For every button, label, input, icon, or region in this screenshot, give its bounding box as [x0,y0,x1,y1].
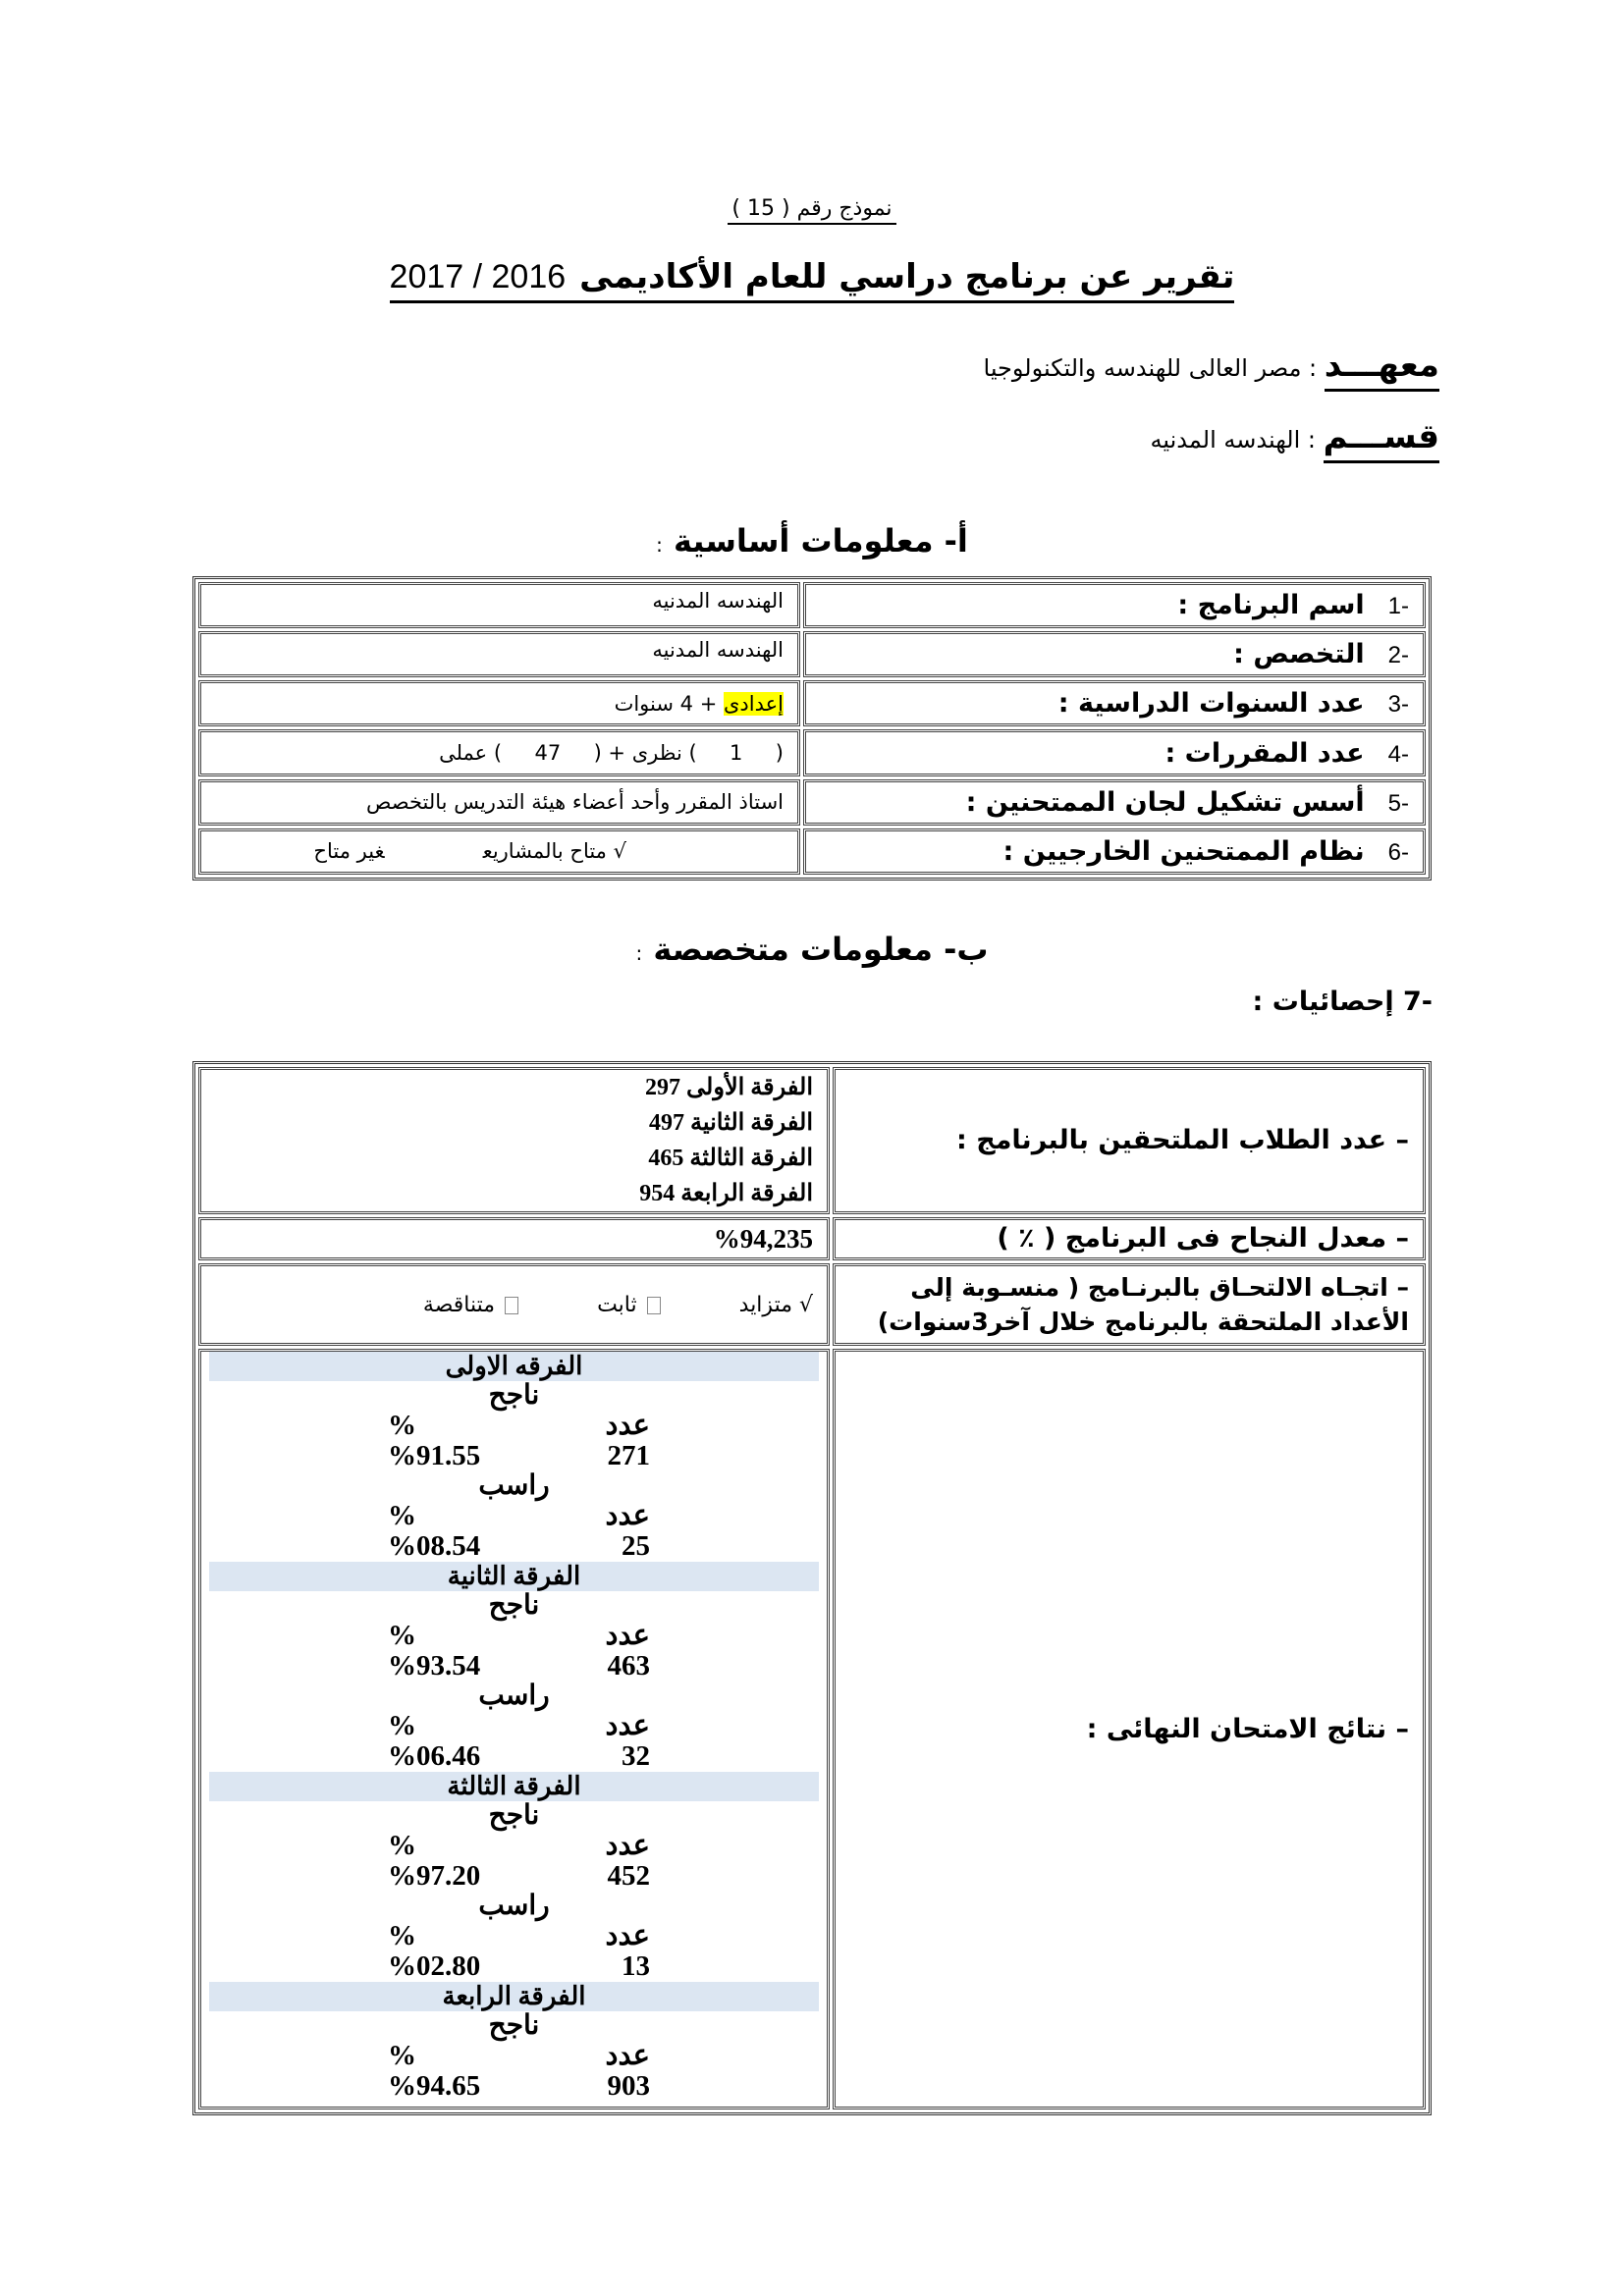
pass-rate-value: %94,235 [198,1217,830,1260]
table-row [198,779,1426,826]
institute-value: : مصر العالى للهندسه والتكنولوجيا [983,354,1318,382]
result-line [201,2041,827,2071]
fail-word: راسب [478,1681,550,1711]
result-line [201,1711,827,1741]
pass-pct: %97.20 [388,1860,481,1892]
pass-pct: %94.65 [388,2070,481,2102]
results-year-1 [201,1352,827,1562]
table-row [198,828,1426,875]
result-line [201,1651,827,1682]
num: -1 [1387,593,1409,620]
results-year-4 [201,1982,827,2102]
institute-key: معهـــد [1325,346,1439,392]
value-cell: استاذ المقرر وأحد أعضاء هيئة التدريس بالتخصص [198,779,800,826]
fail-pct: %06.46 [388,1740,481,1772]
value-cell [198,680,800,726]
checkbox-icon [505,1297,518,1314]
label: عدد المقررات : [1164,737,1365,769]
value-cell: الهندسه المدنيه [198,582,800,628]
label-cell [803,680,1426,726]
results-year-3 [201,1772,827,1982]
label: أسس تشكيل لجان الممتحنين : [965,786,1365,818]
label: التخصص : [1233,639,1365,670]
result-line [201,1951,827,1982]
department-value: : الهندسه المدنيه [1150,426,1316,454]
result-line [201,1441,827,1471]
fail-pct: %02.80 [388,1950,481,1982]
academic-years: 2017 / 2016 [389,258,567,295]
results-col-pct: % [388,1830,416,1861]
fail-count: 32 [622,1740,650,1772]
pass-word: ناجح [488,1380,540,1411]
pass-word: ناجح [488,2010,540,2041]
value2: غير متاح [313,839,385,864]
num: -3 [1387,691,1409,719]
pass-word: ناجح [488,1590,540,1621]
table-row [198,582,1426,628]
colon: : [656,533,663,557]
count: 465 [648,1146,684,1171]
table-row [198,1349,1426,2109]
results-col-count: عدد [605,2040,650,2071]
results-col-count: عدد [605,1410,650,1441]
result-line [201,1831,827,1861]
results-col-count: عدد [605,1830,650,1861]
fail-count: 13 [622,1950,650,1982]
results-label: – نتائج الامتحان النهائى : [833,1349,1426,2109]
year: الفرقة الثانية [689,1110,813,1136]
results-year-2 [201,1562,827,1772]
heading: ب- معلومات متخصصة [653,931,989,968]
count: 497 [648,1110,684,1136]
label: ثابت [597,1292,637,1317]
table-row [198,1217,1426,1260]
pass-count: 271 [607,1440,650,1471]
checkbox-icon [647,1297,661,1314]
count: 297 [645,1075,681,1100]
year: الفرقة الثالثة [689,1146,813,1171]
result-line [201,1741,827,1772]
label-cell [803,631,1426,677]
title-text: تقرير عن برنامج دراسي للعام الأكاديمى [579,257,1235,296]
year: الفرقة الثالثة [209,1772,819,1801]
result-line [201,1411,827,1441]
fail-word: راسب [478,1470,550,1501]
table-row [198,1263,1426,1346]
fail-count: 25 [622,1530,650,1562]
pass-count: 452 [607,1860,650,1892]
value-cell [198,828,800,875]
form-number [0,196,1624,221]
pass-pct: %93.54 [388,1650,481,1682]
pass-rate-label: – معدل النجاح فى البرنامج ( ٪ ) [833,1217,1426,1260]
label: متناقصة [422,1292,496,1317]
section-a-heading [0,522,1624,560]
year: الفرقة الثانية [209,1562,819,1591]
results-values [198,1349,830,2109]
year: الفرقة الأولى [686,1075,813,1100]
results-col-count: عدد [605,1710,650,1741]
highlighted-text: إعدادى [723,691,784,716]
statistics-heading: -7 إحصائيات : [1252,987,1433,1017]
year: الفرقة الرابعة [680,1181,813,1206]
results-col-pct: % [388,1620,416,1651]
trend-options [198,1263,830,1346]
table-row [198,631,1426,677]
results-col-pct: % [388,1500,416,1531]
result-line [201,1531,827,1562]
label: نظام الممتحنين الخارجيين : [1002,835,1365,867]
num: -5 [1387,789,1409,817]
trend-option-decreasing[interactable] [423,1293,518,1317]
year: الفرقة الرابعة [209,1982,819,2011]
result-line [201,2071,827,2102]
table-row [198,1067,1426,1214]
results-col-pct: % [388,1410,416,1441]
colon: : [635,941,643,965]
pass-count: 463 [607,1650,650,1682]
enrolled-item [215,1176,813,1211]
label: اسم البرنامج : [1177,590,1365,621]
results-col-count: عدد [605,1920,650,1951]
results-col-pct: % [388,2040,416,2071]
statistics-table [192,1061,1432,2115]
basic-info-table [192,576,1432,881]
department-key: قســـم [1324,417,1439,463]
results-col-count: عدد [605,1620,650,1651]
pass-word: ناجح [488,1800,540,1831]
count: 954 [639,1181,676,1206]
num: -2 [1387,642,1409,669]
results-col-pct: % [388,1920,416,1951]
num: -4 [1387,740,1409,768]
label-cell [803,779,1426,826]
form-number: نموذج رقم ( 15 ) [728,196,895,225]
enrolled-values [198,1067,830,1214]
result-line [201,1621,827,1651]
num: -6 [1387,838,1409,866]
fail-pct: %08.54 [388,1530,481,1562]
enrolled-item [215,1070,813,1105]
label-cell [803,729,1426,775]
value: √ متاح بالمشاريع [482,839,626,864]
result-line [201,1861,827,1892]
report-title [0,257,1624,303]
value: + 4 سنوات [614,691,718,716]
heading: أ- معلومات أساسية [673,522,968,560]
label: √ متزايد [738,1292,813,1317]
table-row [198,729,1426,775]
value-cell: الهندسه المدنيه [198,631,800,677]
fail-word: راسب [478,1891,550,1921]
trend-label: – اتجـاه الالتحـاق بالبرنـامج ( منسـوبة إلى الأعداد الملتحقة بالبرنامج خلال آخر3سنوات) [833,1263,1426,1346]
result-line [201,1921,827,1951]
year: الفرقه الاولى [209,1352,819,1381]
section-b-heading [0,931,1624,968]
department-line [1151,417,1439,456]
result-line [201,1501,827,1531]
pass-count: 903 [607,2070,650,2102]
value-cell: ( 1 ) نظرى + ( 47 ) عملى [198,729,800,775]
trend-option-stable[interactable] [597,1293,661,1317]
trend-option-increasing[interactable] [739,1293,813,1317]
table-row [198,680,1426,726]
enrolled-label: – عدد الطلاب الملتحقين بالبرنامج : [833,1067,1426,1214]
institute-line [984,346,1440,385]
label-cell [803,828,1426,875]
pass-pct: %91.55 [388,1440,481,1471]
label-cell [803,582,1426,628]
enrolled-item [215,1141,813,1176]
label: عدد السنوات الدراسية : [1057,688,1365,720]
enrolled-item [215,1105,813,1141]
results-col-pct: % [388,1710,416,1741]
results-col-count: عدد [605,1500,650,1531]
